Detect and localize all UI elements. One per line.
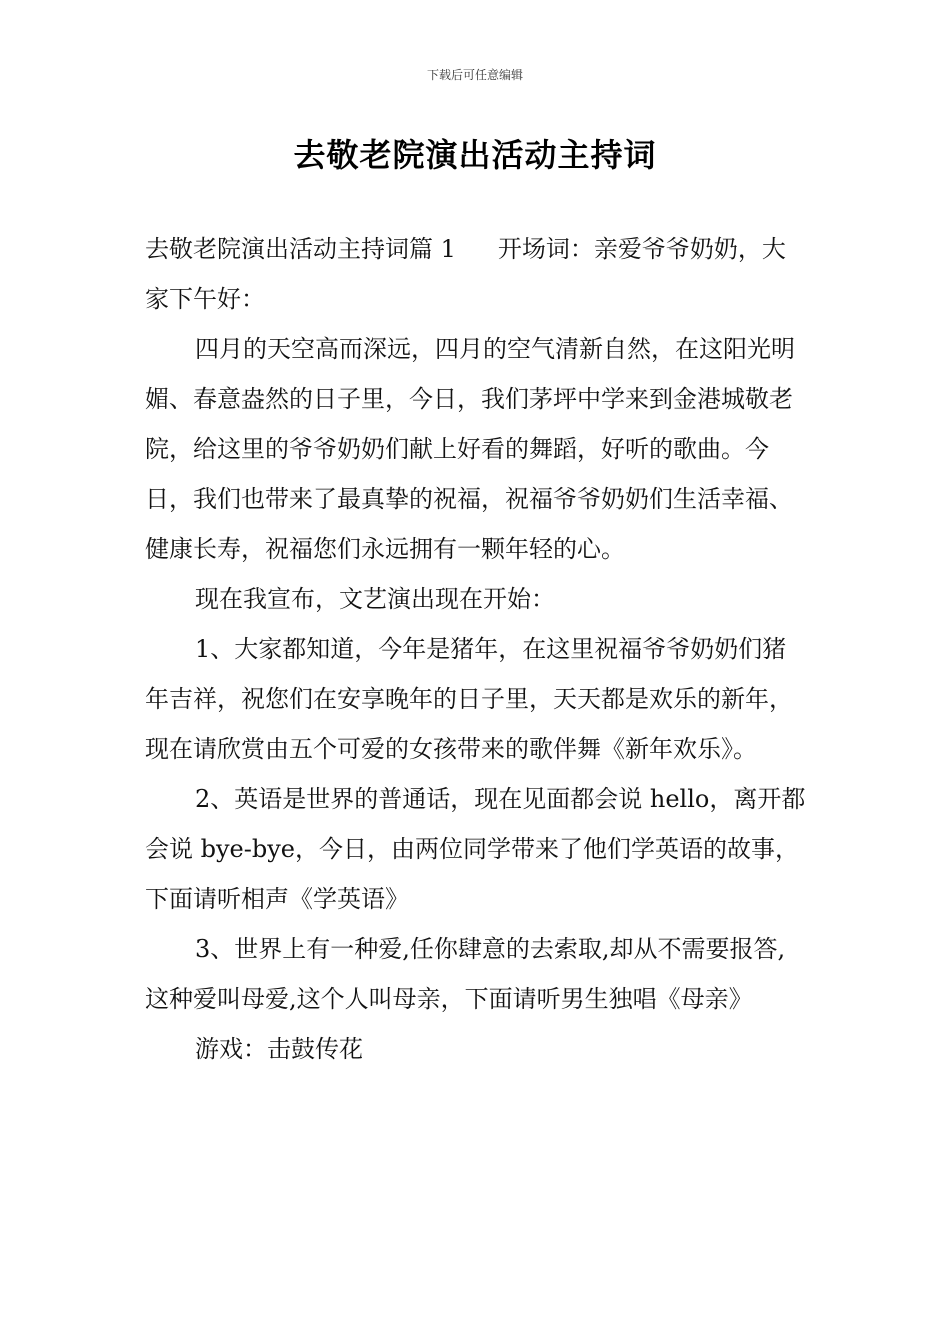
paragraph-program-3: 3、世界上有一种爱,任你肆意的去索取,却从不需要报答,这种爱叫母爱,这个人叫母亲，下面请听男生独唱《母亲》 <box>145 935 786 1013</box>
paragraph-announcement: 现在我宣布，文艺演出现在开始： <box>195 585 555 613</box>
intro-heading: 去敬老院演出活动主持词篇 1 <box>145 235 456 263</box>
paragraph-opening-speech: 四月的天空高而深远，四月的空气清新自然，在这阳光明媚、春意盎然的日子里，今日，我们茅坪中学来到金港城敬老院，给这里的爷爷奶奶们献上好看的舞蹈，好听的歌曲。今日，我们也带来了最真挚的祝福，祝福爷爷奶奶们生活幸福、健康长寿，祝福您们永远拥有一颗年轻的心。 <box>145 335 795 563</box>
document-body <box>145 224 807 1074</box>
page-header-note: 下载后可任意编辑 <box>426 68 523 82</box>
paragraph-game: 游戏：击鼓传花 <box>195 1035 363 1063</box>
paragraph-program-2: 2、英语是世界的普通话，现在见面都会说 hello，离开都会说 bye-bye，今日，由两位同学带来了他们学英语的故事，下面请听相声《学英语》 <box>145 785 806 913</box>
paragraph-program-1: 1、大家都知道，今年是猪年，在这里祝福爷爷奶奶们猪年吉祥，祝您们在安享晚年的日子里，天天都是欢乐的新年，现在请欣赏由五个可爱的女孩带来的歌伴舞《新年欢乐》。 <box>145 635 793 763</box>
document-title: 去敬老院演出活动主持词 <box>293 136 657 174</box>
opening-line: 开场词：亲爱爷爷奶奶，大家下午好： <box>145 235 786 313</box>
intro-paragraph <box>145 224 807 324</box>
